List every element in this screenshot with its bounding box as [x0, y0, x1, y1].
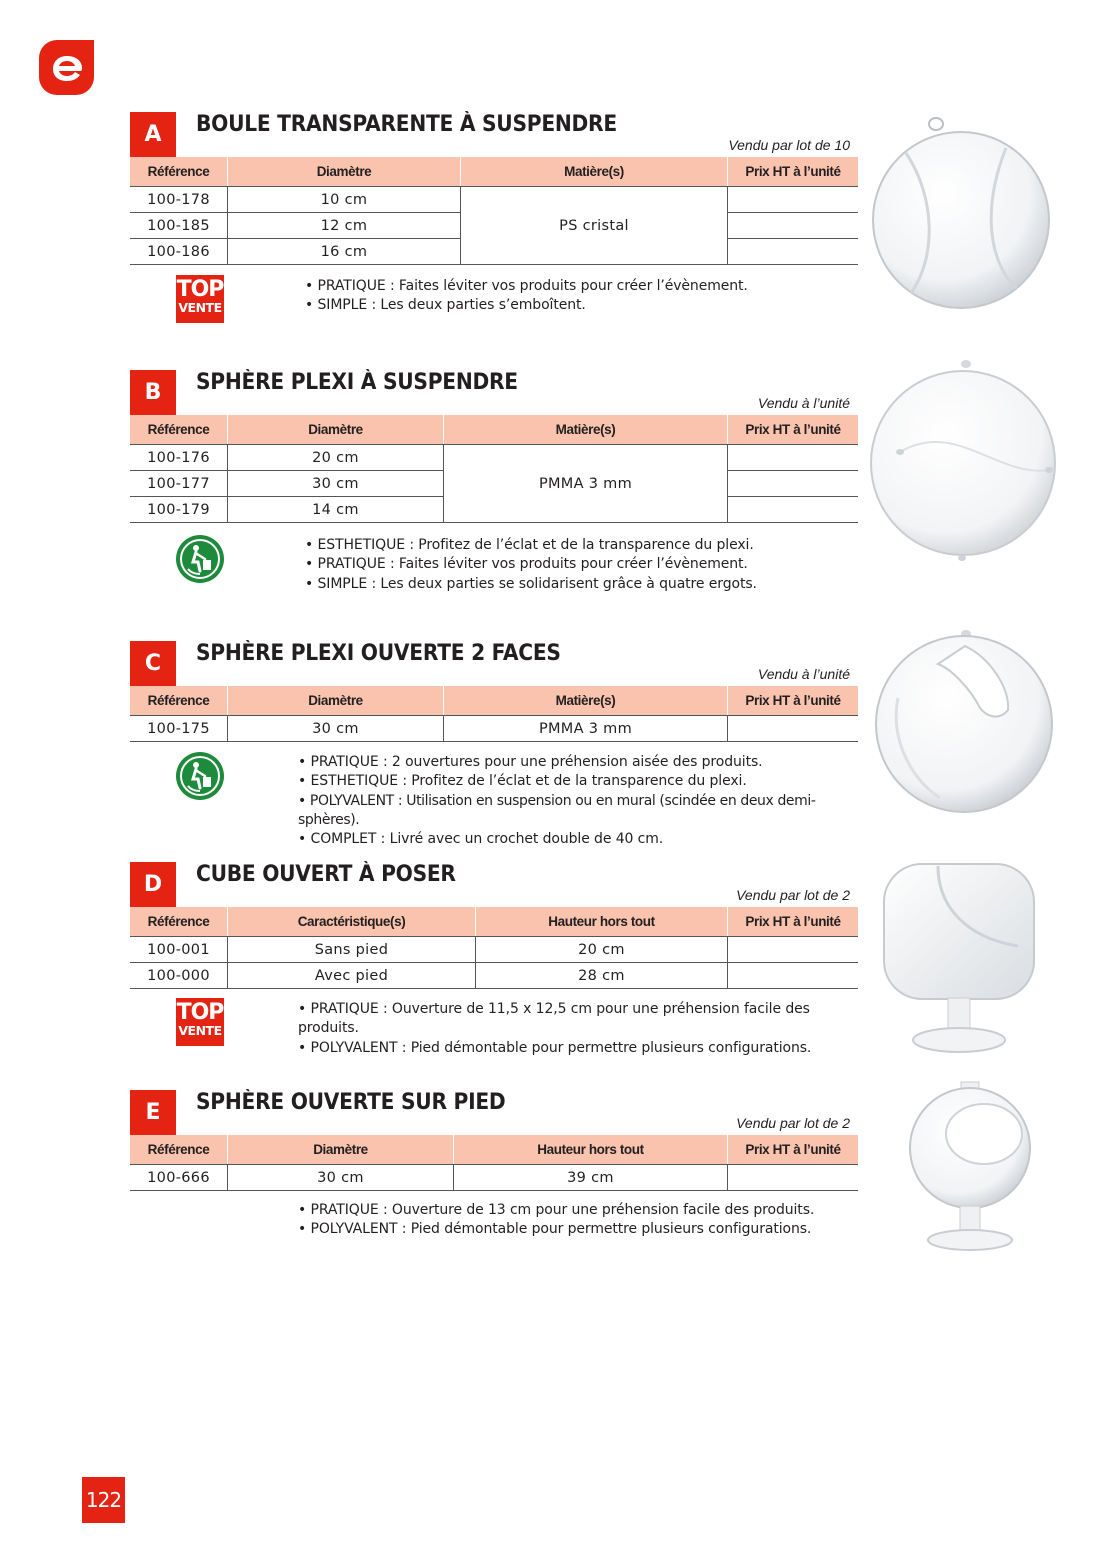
diameter-cell: 16 cm: [228, 239, 461, 265]
section-title: SPHÈRE PLEXI OUVERTE 2 FACES: [196, 641, 561, 666]
column-header: Diamètre: [228, 1135, 454, 1165]
sold-by: Vendu par lot de 10: [728, 137, 850, 153]
feature-item: • PRATIQUE : Faites léviter vos produits pour créer l’évènement.: [305, 555, 757, 574]
feature-item: • SIMPLE : Les deux parties s’emboîtent.: [305, 296, 748, 315]
reference-cell: 100-186: [130, 239, 228, 265]
table-header-row: [130, 907, 858, 937]
feature-item: • PRATIQUE : Faites léviter vos produits pour créer l’évènement.: [305, 277, 748, 296]
height-cell: 28 cm: [476, 963, 728, 989]
price-cell: [728, 1165, 859, 1191]
feature-item: • PRATIQUE : Ouverture de 11,5 x 12,5 cm pour une préhension facile des produits.: [298, 1000, 858, 1039]
recycle-person-icon: [176, 535, 224, 583]
reference-cell: 100-178: [130, 187, 228, 213]
reference-cell: 100-179: [130, 497, 228, 523]
column-header: Prix HT à l’unité: [728, 686, 859, 716]
table-row: [130, 445, 858, 471]
section-letter: E: [130, 1090, 176, 1135]
section-d: [130, 862, 858, 1056]
feature-item: • PRATIQUE : 2 ouvertures pour une préhension aisée des produits.: [298, 753, 858, 772]
section-b: [130, 370, 858, 600]
material-cell: PS cristal: [461, 187, 728, 265]
column-header: Hauteur hors tout: [454, 1135, 728, 1165]
characteristic-cell: Avec pied: [228, 963, 476, 989]
product-photo-open-sphere: [870, 628, 1060, 818]
diameter-cell: 10 cm: [228, 187, 461, 213]
feature-item: • SIMPLE : Les deux parties se solidarisent grâce à quatre ergots.: [305, 575, 757, 594]
column-header: Référence: [130, 686, 228, 716]
section-a: [130, 112, 858, 327]
column-header: Référence: [130, 907, 228, 937]
sold-by: Vendu à l’unité: [757, 395, 850, 411]
column-header: Diamètre: [228, 157, 461, 187]
feature-item: • POLYVALENT : Utilisation en suspension ou en mural (scindée en deux demi-sphères).: [298, 792, 858, 831]
feature-item: • POLYVALENT : Pied démontable pour permettre plusieurs configurations.: [298, 1039, 858, 1058]
section-c: [130, 641, 858, 848]
price-cell: [728, 716, 859, 742]
column-header: Diamètre: [228, 415, 444, 445]
spec-table: [130, 686, 858, 742]
table-row: [130, 963, 858, 989]
table-row: [130, 187, 858, 213]
feature-list: [298, 1000, 858, 1058]
spec-table: [130, 157, 858, 265]
feature-item: • PRATIQUE : Ouverture de 13 cm pour une préhension facile des produits.: [298, 1201, 814, 1220]
section-title: CUBE OUVERT À POSER: [196, 862, 456, 887]
section-title: BOULE TRANSPARENTE À SUSPENDRE: [196, 112, 617, 137]
column-header: Prix HT à l’unité: [728, 1135, 859, 1165]
reference-cell: 100-176: [130, 445, 228, 471]
column-header: Prix HT à l’unité: [728, 415, 859, 445]
column-header: Hauteur hors tout: [476, 907, 728, 937]
table-row: [130, 937, 858, 963]
diameter-cell: 30 cm: [228, 471, 444, 497]
brand-logo: [39, 40, 94, 95]
table-header-row: [130, 1135, 858, 1165]
diameter-cell: 30 cm: [228, 716, 444, 742]
column-header: Caractéristique(s): [228, 907, 476, 937]
price-cell: [728, 497, 859, 523]
reference-cell: 100-175: [130, 716, 228, 742]
feature-list: [298, 1201, 814, 1240]
section-letter: D: [130, 862, 176, 907]
spec-table: [130, 1135, 858, 1191]
section-letter: A: [130, 112, 176, 157]
reference-cell: 100-185: [130, 213, 228, 239]
brand-e-icon: [49, 52, 85, 84]
column-header: Prix HT à l’unité: [728, 907, 859, 937]
column-header: Référence: [130, 1135, 228, 1165]
section-title: SPHÈRE PLEXI À SUSPENDRE: [196, 370, 518, 395]
feature-item: • POLYVALENT : Pied démontable pour permettre plusieurs configurations.: [298, 1220, 814, 1239]
diameter-cell: 20 cm: [228, 445, 444, 471]
price-cell: [728, 937, 859, 963]
feature-item: • COMPLET : Livré avec un crochet double de 40 cm.: [298, 830, 858, 849]
price-cell: [728, 213, 859, 239]
column-header: Diamètre: [228, 686, 444, 716]
table-header-row: [130, 157, 858, 187]
column-header: Référence: [130, 157, 228, 187]
diameter-cell: 30 cm: [228, 1165, 454, 1191]
product-photo-hanging-sphere: [866, 358, 1061, 568]
feature-item: • ESTHETIQUE : Profitez de l’éclat et de la transparence du plexi.: [298, 772, 858, 791]
material-cell: PMMA 3 mm: [444, 716, 728, 742]
product-photo-open-cube: [878, 858, 1038, 1063]
section-e: [130, 1090, 858, 1250]
badge-line1: TOP: [176, 1000, 224, 1025]
section-letter: C: [130, 641, 176, 686]
recycle-person-icon: [176, 752, 224, 800]
badge-line1: TOP: [176, 277, 224, 302]
feature-item: • ESTHETIQUE : Profitez de l’éclat et de la transparence du plexi.: [305, 536, 757, 555]
top-vente-badge: [176, 998, 224, 1046]
column-header: Matière(s): [444, 686, 728, 716]
badge-line2: VENTE: [178, 300, 222, 315]
column-header: Matière(s): [461, 157, 728, 187]
product-photo-sphere-on-stand: [904, 1078, 1044, 1253]
reference-cell: 100-177: [130, 471, 228, 497]
table-header-row: [130, 686, 858, 716]
price-cell: [728, 445, 859, 471]
column-header: Référence: [130, 415, 228, 445]
reference-cell: 100-666: [130, 1165, 228, 1191]
reference-cell: 100-001: [130, 937, 228, 963]
spec-table: [130, 415, 858, 523]
diameter-cell: 12 cm: [228, 213, 461, 239]
top-vente-badge: [176, 275, 224, 323]
table-header-row: [130, 415, 858, 445]
column-header: Matière(s): [444, 415, 728, 445]
spec-table: [130, 907, 858, 989]
badge-line2: VENTE: [178, 1023, 222, 1038]
page-number: 122: [82, 1477, 125, 1523]
section-title: SPHÈRE OUVERTE SUR PIED: [196, 1090, 506, 1115]
price-cell: [728, 963, 859, 989]
table-row: [130, 716, 858, 742]
sold-by: Vendu par lot de 2: [736, 1115, 850, 1131]
characteristic-cell: Sans pied: [228, 937, 476, 963]
price-cell: [728, 187, 859, 213]
price-cell: [728, 471, 859, 497]
feature-list: [305, 277, 748, 316]
section-letter: B: [130, 370, 176, 415]
table-row: [130, 1165, 858, 1191]
feature-list: [305, 536, 757, 594]
diameter-cell: 14 cm: [228, 497, 444, 523]
column-header: Prix HT à l’unité: [728, 157, 859, 187]
reference-cell: 100-000: [130, 963, 228, 989]
price-cell: [728, 239, 859, 265]
height-cell: 20 cm: [476, 937, 728, 963]
product-photo-hanging-ball: [866, 108, 1056, 318]
material-cell: PMMA 3 mm: [444, 445, 728, 523]
feature-list: [298, 753, 858, 849]
sold-by: Vendu par lot de 2: [736, 887, 850, 903]
height-cell: 39 cm: [454, 1165, 728, 1191]
sold-by: Vendu à l’unité: [757, 666, 850, 682]
